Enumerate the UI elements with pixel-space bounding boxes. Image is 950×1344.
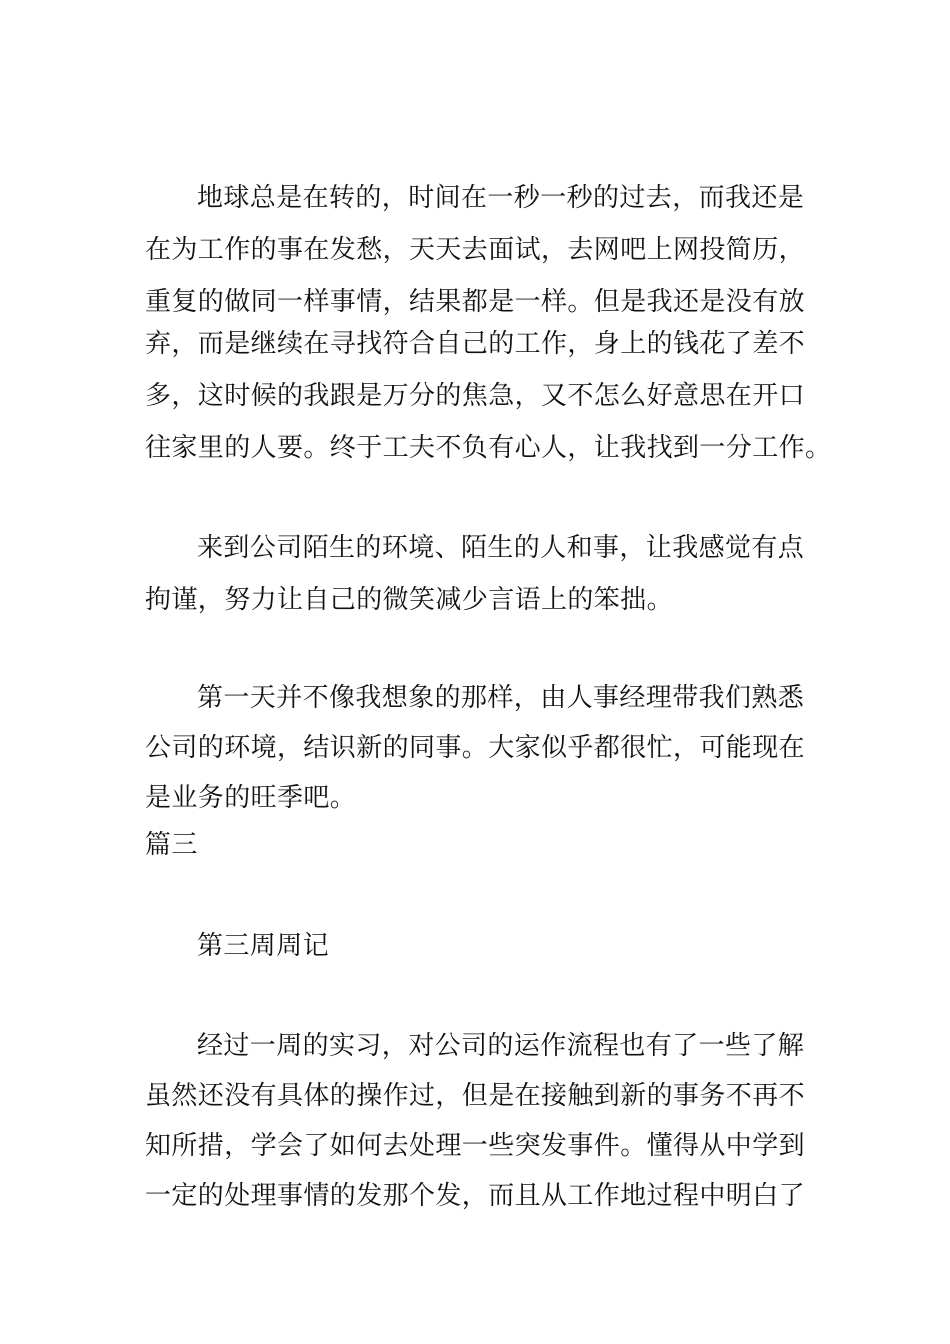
paragraph-1-line-1: 地球总是在转的，时间在一秒一秒的过去，而我还是: [197, 183, 805, 213]
paragraph-4-line-1: 经过一周的实习，对公司的运作流程也有了一些了解: [197, 1031, 805, 1061]
paragraph-3-line-1: 第一天并不像我想象的那样，由人事经理带我们熟悉: [197, 683, 805, 713]
section-heading: 篇三: [145, 830, 198, 860]
paragraph-3-line-3: 是业务的旺季吧。: [145, 783, 357, 813]
paragraph-4-line-4: 一定的处理事情的发那个发，而且从工作地过程中明白了: [145, 1181, 806, 1211]
paragraph-4-line-2: 虽然还没有具体的操作过，但是在接触到新的事务不再不: [145, 1081, 806, 1111]
paragraph-1-line-3: 重复的做同一样事情，结果都是一样。但是我还是没有放: [145, 287, 806, 317]
paragraph-1-line-2: 在为工作的事在发愁，天天去面试，去网吧上网投简历，: [145, 235, 806, 265]
paragraph-4-line-3: 知所措，学会了如何去处理一些突发事件。懂得从中学到: [145, 1131, 806, 1161]
week-title: 第三周周记: [197, 931, 330, 961]
paragraph-1-line-5: 多，这时候的我跟是万分的焦急，又不怎么好意思在开口: [145, 381, 806, 411]
paragraph-1-line-6: 往家里的人要。终于工夫不负有心人，让我找到一分工作。: [145, 433, 832, 463]
paragraph-1-line-4: 弃，而是继续在寻找符合自己的工作，身上的钱花了差不: [145, 329, 806, 359]
paragraph-2-line-1: 来到公司陌生的环境、陌生的人和事，让我感觉有点: [197, 533, 805, 563]
paragraph-3-line-2: 公司的环境，结识新的同事。大家似乎都很忙，可能现在: [145, 733, 806, 763]
paragraph-2-line-2: 拘谨，努力让自己的微笑减少言语上的笨拙。: [145, 585, 674, 615]
